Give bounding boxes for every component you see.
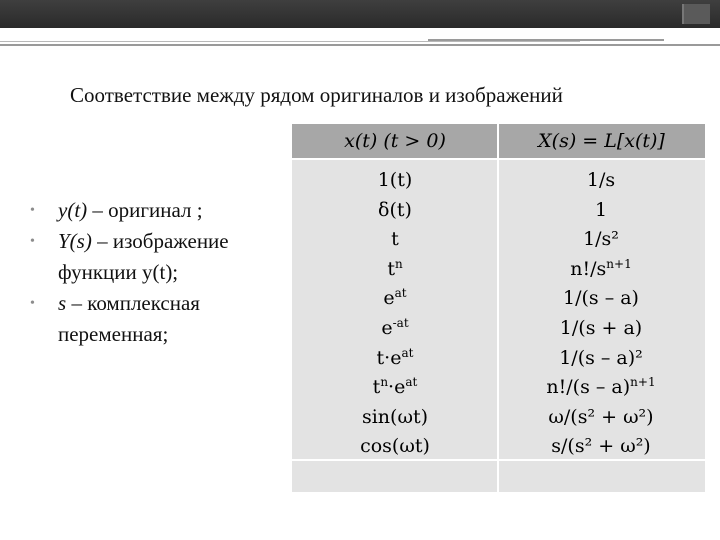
bullet-list — [28, 195, 293, 350]
table-cell — [498, 403, 704, 433]
bullet-dot-icon: • — [30, 203, 35, 218]
bullet-item — [28, 288, 293, 350]
cell-text: 1/s — [586, 169, 616, 191]
laplace-table — [292, 124, 705, 492]
cell-text: δ(t) — [378, 198, 412, 221]
bullet-item — [28, 226, 293, 288]
table-cell — [498, 284, 704, 314]
bullet-term: s — [58, 291, 67, 315]
cell-text: 1 — [594, 198, 608, 221]
cell-exponent: at — [401, 345, 414, 360]
table-cell — [498, 166, 704, 196]
bullet-text: – комплексная переменная; — [58, 291, 200, 346]
table-cell — [292, 403, 498, 433]
bullet-text: – изображение функции y(t); — [58, 229, 229, 284]
cell-text: t — [391, 228, 399, 251]
column-originals — [292, 166, 498, 492]
cell-exponent: n — [380, 375, 389, 390]
cell-text: cos(ωt) — [360, 435, 430, 458]
table-cell — [292, 166, 498, 196]
cell-exponent: -at — [392, 315, 409, 330]
cell-text: 1/(s – a)² — [559, 346, 643, 369]
cell-text: 1/(s – a) — [563, 287, 639, 310]
bullet-dot-icon: • — [30, 296, 35, 311]
table-cell — [498, 255, 704, 285]
bullet-dot-icon: • — [30, 234, 35, 249]
cell-text: e — [383, 287, 395, 310]
table-cell — [498, 344, 704, 374]
table-cell — [292, 344, 498, 374]
table-cell — [292, 432, 498, 462]
cell-text: t — [387, 257, 395, 280]
cell-text: e — [381, 316, 393, 339]
cell-exponent: at — [405, 375, 418, 390]
table-cell — [498, 373, 704, 403]
cell-text: 1/s² — [583, 228, 619, 251]
table-cell — [498, 462, 704, 492]
table-cell — [498, 314, 704, 344]
cell-text: 1/(s + a) — [559, 316, 643, 339]
column-header-original: x(t) (t > 0) — [344, 130, 446, 152]
bullet-item — [28, 195, 293, 226]
cell-text: t·e — [376, 346, 402, 369]
decorative-line-thin — [0, 41, 580, 42]
cell-exponent: at — [394, 286, 407, 301]
column-header-image: X(s) = L[x(t)] — [538, 130, 665, 152]
table-cell — [292, 314, 498, 344]
table-cell — [498, 196, 704, 226]
table-cell — [498, 225, 704, 255]
cell-text: ·e — [388, 376, 406, 399]
cell-text: s/(s² + ω²) — [551, 435, 651, 458]
cell-text: n!/s — [570, 257, 607, 280]
table-cell — [292, 225, 498, 255]
cell-text: 1(t) — [377, 169, 413, 191]
bullet-term: Y(s) — [58, 229, 92, 253]
decorative-line — [0, 44, 720, 46]
table-cell — [292, 284, 498, 314]
column-images — [498, 166, 704, 492]
page-title: Соответствие между рядом оригиналов и изображений — [70, 83, 563, 107]
table-cell — [292, 373, 498, 403]
cell-text: t — [372, 376, 381, 399]
bullet-term: y(t) — [58, 198, 88, 222]
cell-text: sin(ωt) — [361, 405, 429, 428]
cell-exponent: n+1 — [630, 375, 656, 390]
cell-text: n!/(s – a) — [546, 376, 631, 399]
bullet-text: – оригинал ; — [87, 198, 203, 222]
cell-text: ω/(s² + ω²) — [548, 405, 654, 428]
table-cell — [292, 255, 498, 285]
table-cell — [292, 462, 498, 492]
cell-exponent: n+1 — [606, 256, 632, 271]
cell-exponent: n — [394, 256, 403, 271]
table-cell — [292, 196, 498, 226]
corner-accent — [682, 4, 710, 24]
top-decoration-band — [0, 0, 720, 28]
table-cell — [498, 432, 704, 462]
